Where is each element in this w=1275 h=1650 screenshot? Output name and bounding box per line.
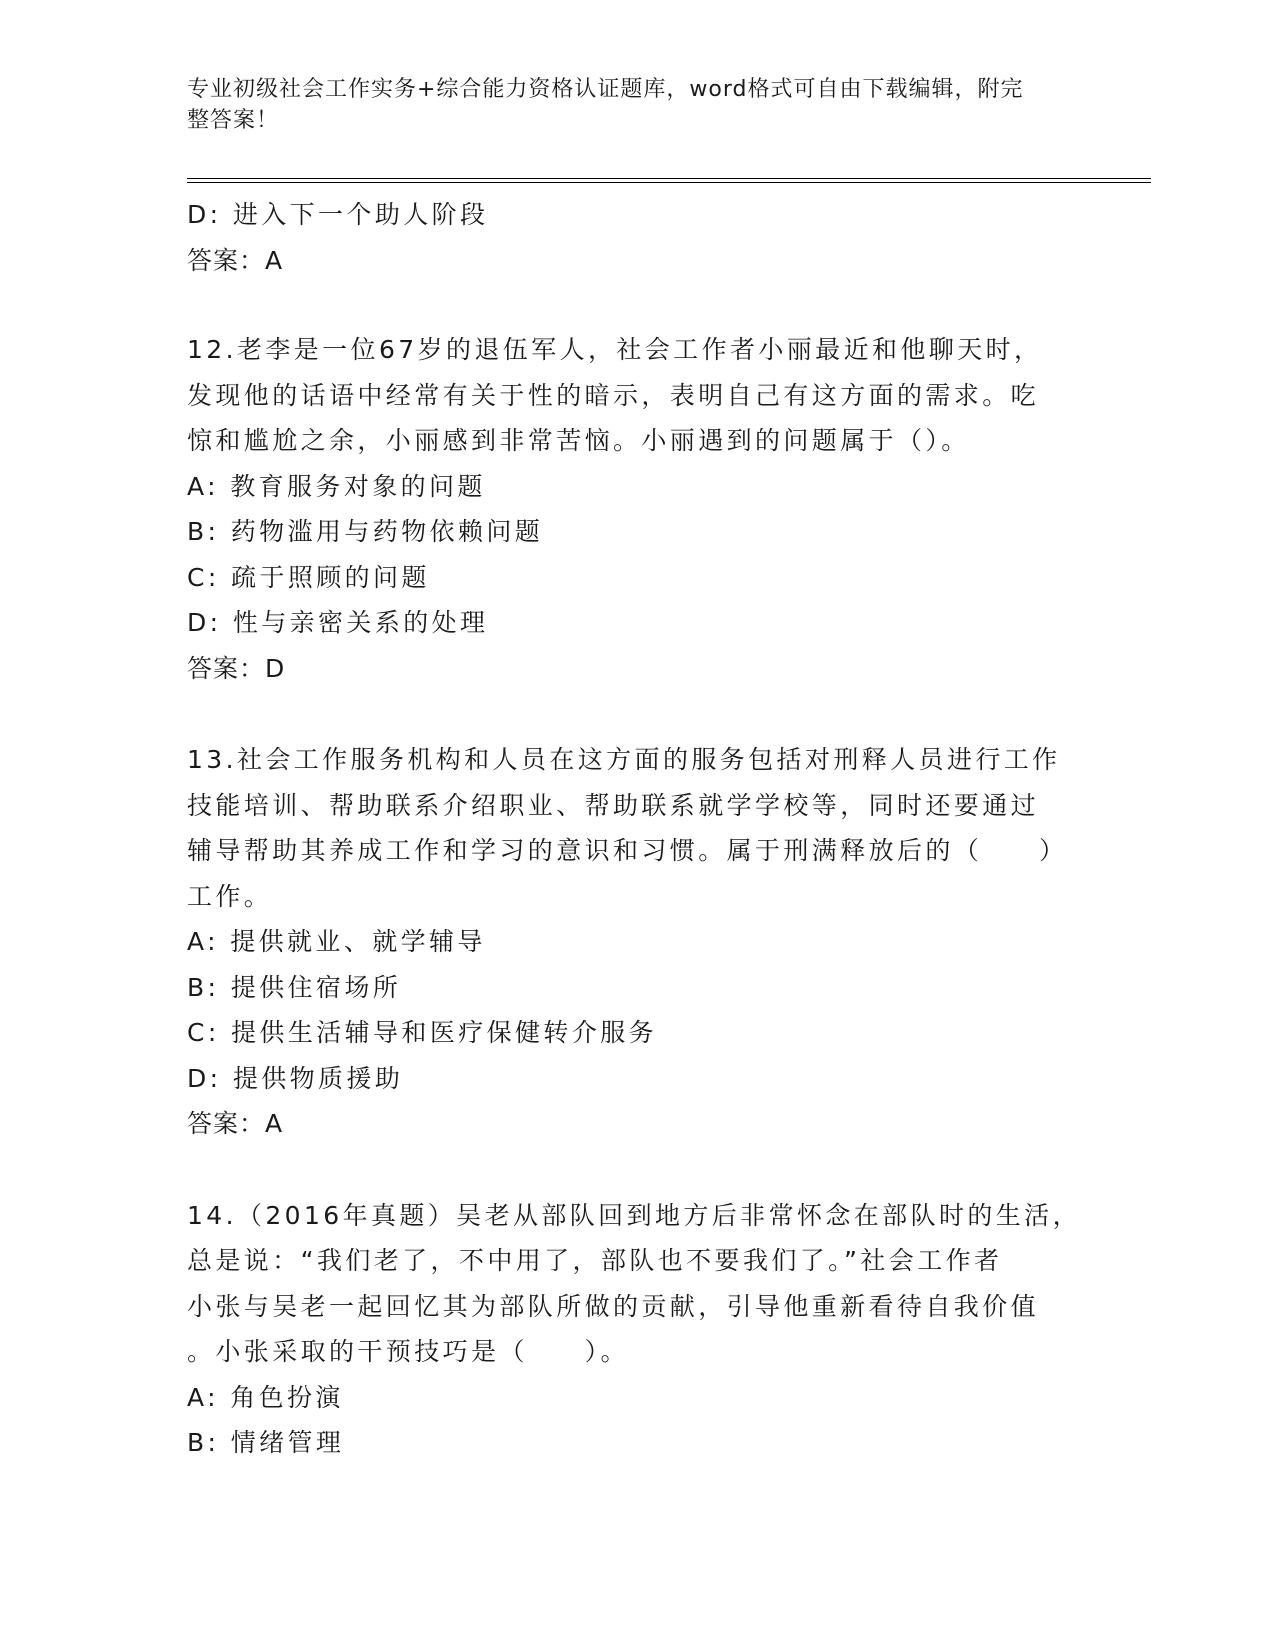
document-header: [187, 74, 1077, 136]
question-text-line: 小张与吴老一起回忆其为部队所做的贡献，引导他重新看待自我价值: [187, 1291, 1040, 1321]
question-text-line: 技能培训、帮助联系介绍职业、帮助联系就学学校等，同时还要通过: [187, 790, 1040, 820]
option-a: A: 教育服务对象的问题: [187, 471, 486, 501]
header-divider-bottom: [187, 182, 1151, 183]
question-text-line: 。小张采取的干预技巧是（ ）。: [187, 1337, 629, 1366]
option-d: D: 进入下一个助人阶段: [187, 200, 489, 229]
option-a: A: 提供就业、就学辅导: [187, 927, 486, 956]
spacer: [187, 691, 1087, 737]
question-text-line: 14.（2016年真题）吴老从部队回到地方后非常怀念在部队时的生活，: [187, 1200, 1081, 1230]
spacer: [187, 283, 1087, 327]
question-list: [187, 192, 1087, 1466]
header-line-1: 专业初级社会工作实务+综合能力资格认证题库，word格式可自由下载编辑，附完: [187, 77, 1024, 102]
option-d: D: 性与亲密关系的处理: [187, 608, 489, 637]
question-14: [187, 1193, 1087, 1466]
question-text-line: 12.老李是一位67岁的退伍军人，社会工作者小丽最近和他聊天时，: [187, 335, 1043, 364]
option-a: A: 角色扮演: [187, 1382, 344, 1412]
question-11-tail: [187, 192, 1087, 283]
option-c: C: 疏于照顾的问题: [187, 562, 430, 592]
option-d: D: 提供物质援助: [187, 1063, 404, 1093]
question-text-line: 惊和尴尬之余，小丽感到非常苦恼。小丽遇到的问题属于（）。: [187, 426, 970, 455]
question-text-line: 13.社会工作服务机构和人员在这方面的服务包括对刑释人员进行工作: [187, 745, 1061, 774]
question-12: [187, 327, 1087, 691]
question-text-line: 辅导帮助其养成工作和学习的意识和习惯。属于刑满释放后的（ ）: [187, 836, 1068, 865]
option-b: B: 情绪管理: [187, 1428, 345, 1457]
answer-line: 答案：A: [187, 1109, 284, 1138]
header-divider-top: [187, 178, 1151, 179]
spacer: [187, 1147, 1087, 1193]
question-text-line: 总是说：“我们老了，不中用了，部队也不要我们了。”社会工作者: [187, 1246, 1003, 1275]
question-text-line: 工作。: [187, 881, 273, 911]
answer-line: 答案：A: [187, 245, 284, 275]
answer-line: 答案：D: [187, 653, 286, 683]
question-text-line: 发现他的话语中经常有关于性的暗示，表明自己有这方面的需求。吃: [187, 380, 1040, 410]
option-b: B: 提供住宿场所: [187, 972, 402, 1002]
option-b: B: 药物滥用与药物依赖问题: [187, 517, 544, 546]
option-c: C: 提供生活辅导和医疗保健转介服务: [187, 1018, 658, 1047]
question-13: [187, 737, 1087, 1147]
header-line-2: 整答案！: [187, 108, 280, 133]
